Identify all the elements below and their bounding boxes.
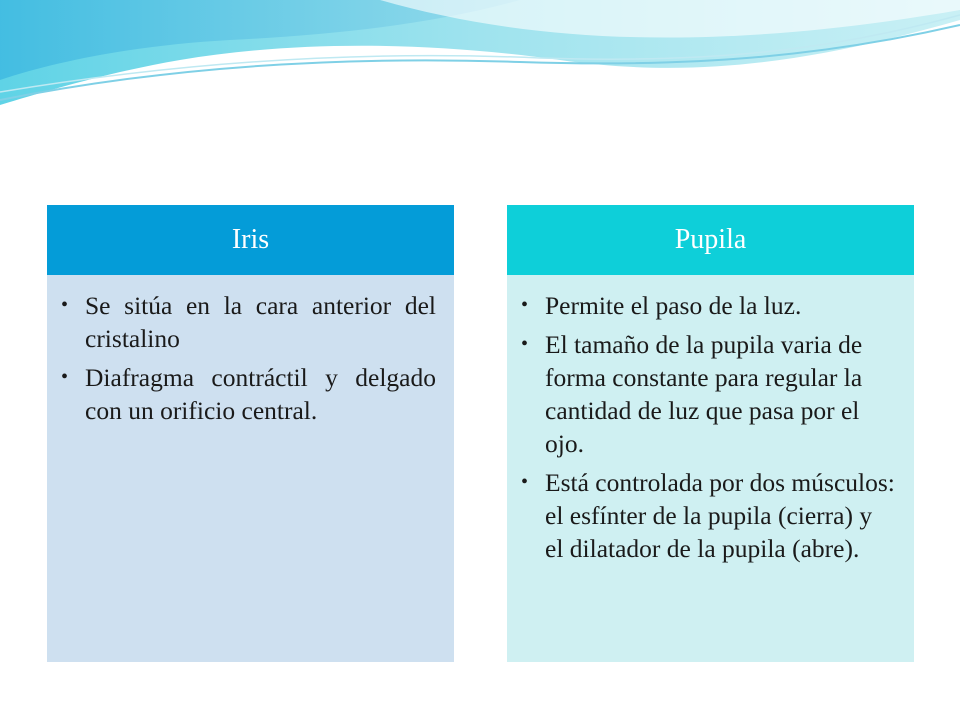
list-item: • Diafragma contráctil y delgado con un orificio central. — [59, 361, 436, 427]
pupila-header: Pupila — [507, 205, 914, 275]
pupila-bullet-list — [519, 289, 896, 565]
pupila-column — [507, 205, 914, 662]
decorative-wave-banner — [0, 0, 960, 120]
iris-column — [47, 205, 454, 662]
iris-bullet-list — [59, 289, 436, 427]
list-item: • El tamaño de la pupila varia de forma constante para regular la cantidad de luz que pasa por el ojo. — [519, 328, 896, 460]
list-item: • Permite el paso de la luz. — [519, 289, 896, 322]
iris-header: Iris — [47, 205, 454, 275]
list-item: • Está controlada por dos músculos: el esfínter de la pupila (cierra) y el dilatador de la pupila (abre). — [519, 466, 896, 565]
iris-body — [47, 275, 454, 662]
pupila-body — [507, 275, 914, 662]
list-item: • Se sitúa en la cara anterior del cristalino — [59, 289, 436, 355]
